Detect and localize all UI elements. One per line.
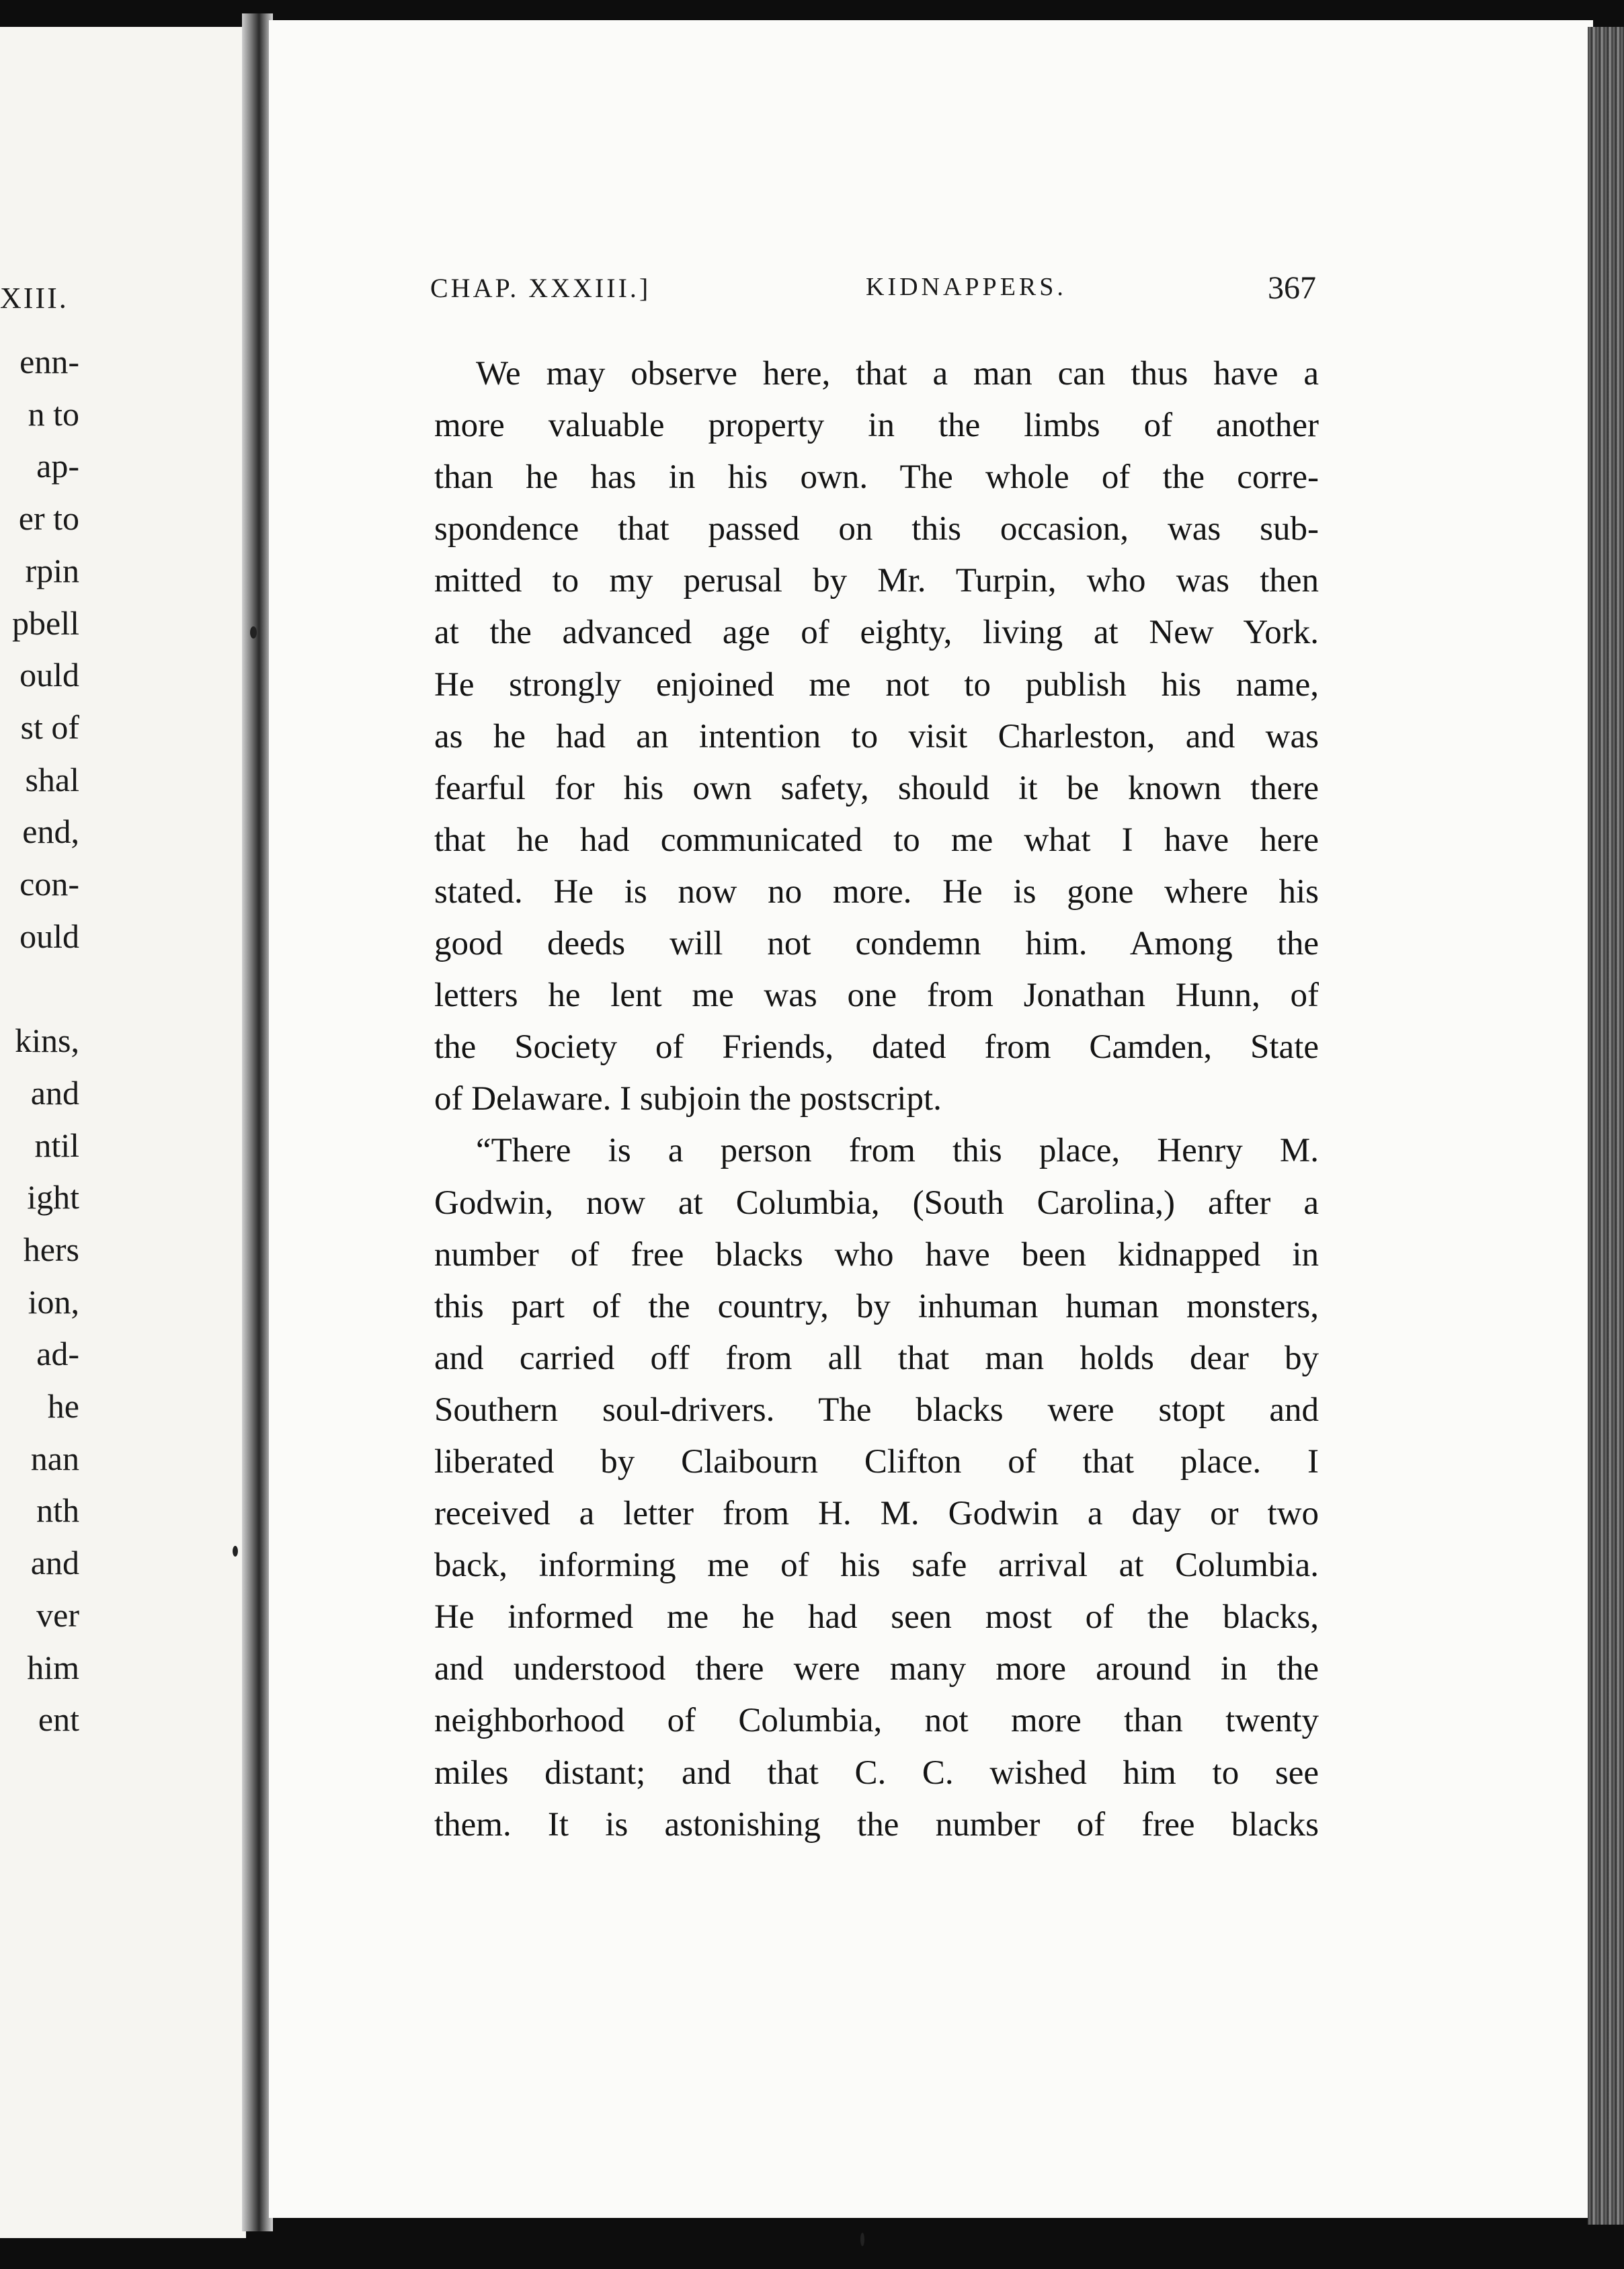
previous-page-line-fragment: con- <box>19 865 79 903</box>
previous-page-line-fragment: ion, <box>28 1282 79 1321</box>
paragraph-1 <box>434 348 1319 1125</box>
previous-page-line-fragment: enn- <box>19 343 79 380</box>
text-line: them. It is astonishing the number of free blacks <box>434 1805 1319 1844</box>
previous-page-line-fragment: ver <box>36 1596 79 1634</box>
previous-page-line-fragment: ap- <box>36 447 79 485</box>
chapter-label: CHAP. XXXIII.] <box>430 273 651 303</box>
text-line: fearful for his own safety, should it be known there <box>434 769 1319 807</box>
previous-page-line-fragment <box>0 962 79 1015</box>
page-number: 367 <box>1268 270 1316 306</box>
text-line: He strongly enjoined me not to publish his name, <box>434 665 1319 704</box>
speck-mark <box>250 626 257 638</box>
previous-page-line-fragment: n to <box>28 395 79 433</box>
previous-page-line-fragment: er to <box>18 499 79 538</box>
text-line: Southern soul-drivers. The blacks were stopt and <box>434 1391 1319 1429</box>
text-line: of Delaware. I subjoin the postscript. <box>434 1080 942 1118</box>
chapter-title: KIDNAPPERS. <box>866 273 1067 301</box>
text-line: Godwin, now at Columbia, (South Carolina,) after a <box>434 1184 1319 1222</box>
text-line: good deeds will not condemn him. Among the <box>434 925 1319 963</box>
running-head <box>430 272 1316 313</box>
previous-page-line-fragment: nan <box>30 1439 79 1477</box>
text-line: back, informing me of his safe arrival at Columbia. <box>434 1546 1319 1585</box>
text-line: this part of the country, by inhuman human monsters, <box>434 1287 1319 1325</box>
previous-page-line-fragment: ight <box>27 1178 79 1216</box>
previous-page-line-fragment: ould <box>19 656 79 694</box>
page-body <box>434 348 1319 1851</box>
text-line: spondence that passed on this occasion, was sub- <box>434 510 1319 548</box>
previous-page-line-fragment: and <box>30 1073 79 1112</box>
previous-page-line-fragment: ntil <box>34 1126 79 1164</box>
paragraph-2 <box>434 1125 1319 1850</box>
text-line: more valuable property in the limbs of another <box>434 407 1319 445</box>
previous-page-line-fragment: end, <box>22 813 79 851</box>
previous-page-line-fragment: and <box>30 1544 79 1582</box>
previous-page-line-fragment: pbell <box>12 604 79 642</box>
text-line: and carried off from all that man holds dear by <box>434 1339 1319 1377</box>
previous-page-line-fragment: ent <box>38 1700 79 1739</box>
text-line: He informed me he had seen most of the blacks, <box>434 1598 1319 1637</box>
text-line: liberated by Claibourn Clifton of that place. I <box>434 1442 1319 1481</box>
text-line: than he has in his own. The whole of the corre- <box>434 458 1319 497</box>
previous-page-line-fragment: nth <box>36 1491 79 1530</box>
text-line: “There is a person from this place, Henry M. <box>476 1132 1319 1170</box>
previous-page-line-fragment: shal <box>25 760 79 798</box>
text-line: received a letter from H. M. Godwin a day or two <box>434 1495 1319 1533</box>
previous-page-line-fragment: kins, <box>15 1022 79 1060</box>
text-line: as he had an intention to visit Charleston, and was <box>434 717 1319 755</box>
speck-mark <box>860 2233 864 2246</box>
text-line: number of free blacks who have been kidnapped in <box>434 1235 1319 1274</box>
text-line: We may observe here, that a man can thus have a <box>476 355 1319 393</box>
previous-page-line-fragment: ad- <box>36 1335 79 1373</box>
text-line: at the advanced age of eighty, living at New York. <box>434 614 1319 652</box>
previous-page-line-fragment: he <box>47 1387 79 1426</box>
text-line: miles distant; and that C. C. wished him to see <box>434 1754 1319 1792</box>
previous-page-text-fragments <box>0 336 79 1746</box>
previous-page-line-fragment: rpin <box>25 551 79 589</box>
previous-page-line-fragment: ould <box>19 917 79 955</box>
previous-page-line-fragment: him <box>27 1648 79 1686</box>
text-line: neighborhood of Columbia, not more than twenty <box>434 1702 1319 1740</box>
text-line: that he had communicated to me what I have here <box>434 821 1319 859</box>
text-line: the Society of Friends, dated from Camden, State <box>434 1028 1319 1067</box>
page-edge-stack <box>1588 27 1624 2225</box>
text-line: and understood there were many more around in the <box>434 1650 1319 1688</box>
previous-page-line-fragment: hers <box>23 1230 79 1268</box>
previous-page-header-fragment: XIII. <box>0 282 69 315</box>
text-line: mitted to my perusal by Mr. Turpin, who was then <box>434 562 1319 600</box>
text-line: letters he lent me was one from Jonathan Hunn, of <box>434 977 1319 1015</box>
previous-page-line-fragment: st of <box>20 708 79 746</box>
speck-mark <box>233 1546 238 1557</box>
text-line: stated. He is now no more. He is gone where his <box>434 872 1319 911</box>
